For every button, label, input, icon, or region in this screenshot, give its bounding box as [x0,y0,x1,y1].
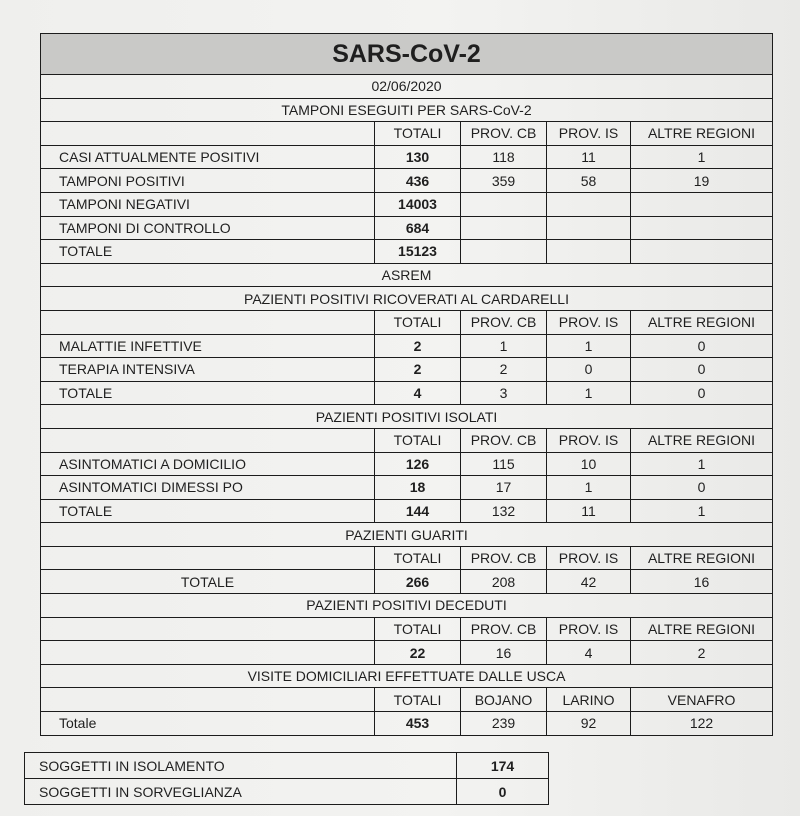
totali-cell: 22 [375,641,461,665]
table-row [41,570,773,594]
soggetti-table [24,752,549,805]
section-row [41,523,773,547]
column-header: PROV. IS [547,310,631,334]
column-header: TOTALI [375,122,461,146]
empty-cell [41,641,375,665]
table-row [25,779,549,805]
prov-is-cell: 10 [547,452,631,476]
column-header: PROV. CB [461,310,547,334]
prov-cb-cell: 17 [461,476,547,500]
column-header: TOTALI [375,688,461,712]
report-title: SARS-CoV-2 [41,34,773,75]
row-label: MALATTIE INFETTIVE [41,334,375,358]
column-header: TOTALI [375,546,461,570]
prov-is-cell: 11 [547,499,631,523]
prov-cb-cell: 2 [461,358,547,382]
soggetti-value: 174 [457,753,549,779]
section-heading-ricoverati: PAZIENTI POSITIVI RICOVERATI AL CARDARELLI [41,287,773,311]
empty-cell [41,688,375,712]
section-heading-isolati: PAZIENTI POSITIVI ISOLATI [41,405,773,429]
prov-is-cell: 1 [547,381,631,405]
column-header: TOTALI [375,617,461,641]
totali-cell: 436 [375,169,461,193]
prov-is-cell: 0 [547,358,631,382]
empty-cell [461,240,547,264]
section-heading-guariti: PAZIENTI GUARITI [41,523,773,547]
bojano-cell: 239 [461,712,547,736]
prov-is-cell: 4 [547,641,631,665]
empty-cell [547,192,631,216]
prov-cb-cell: 115 [461,452,547,476]
column-header: PROV. CB [461,617,547,641]
column-header-row [41,546,773,570]
row-label: ASINTOMATICI A DOMICILIO [41,452,375,476]
column-header: PROV. IS [547,546,631,570]
totali-cell: 130 [375,145,461,169]
totali-cell: 15123 [375,240,461,264]
table-row [41,712,773,736]
prov-is-cell: 58 [547,169,631,193]
row-label: TOTALE [41,381,375,405]
row-label: TAMPONI POSITIVI [41,169,375,193]
empty-cell [631,216,773,240]
empty-cell [547,240,631,264]
table-row [41,358,773,382]
empty-cell [461,216,547,240]
section-heading-deceduti: PAZIENTI POSITIVI DECEDUTI [41,594,773,618]
column-header: BOJANO [461,688,547,712]
column-header-row [41,310,773,334]
altre-regioni-cell: 1 [631,145,773,169]
table-row [41,452,773,476]
table-row [25,753,549,779]
prov-cb-cell: 118 [461,145,547,169]
table-row [41,216,773,240]
totali-cell: 4 [375,381,461,405]
prov-is-cell: 1 [547,334,631,358]
table-row [41,169,773,193]
altre-regioni-cell: 1 [631,452,773,476]
row-label: TAMPONI DI CONTROLLO [41,216,375,240]
empty-cell [41,546,375,570]
column-header: PROV. CB [461,122,547,146]
soggetti-value: 0 [457,779,549,805]
prov-is-cell: 42 [547,570,631,594]
section-row [41,405,773,429]
column-header: ALTRE REGIONI [631,122,773,146]
prov-cb-cell: 132 [461,499,547,523]
table-row [41,641,773,665]
section-row [41,664,773,688]
column-header-row [41,617,773,641]
column-header-row [41,428,773,452]
section-row [41,287,773,311]
table-row [41,334,773,358]
column-header: LARINO [547,688,631,712]
prov-cb-cell: 3 [461,381,547,405]
row-label: TOTALE [41,499,375,523]
prov-cb-cell: 359 [461,169,547,193]
altre-regioni-cell: 0 [631,381,773,405]
totali-cell: 453 [375,712,461,736]
altre-regioni-cell: 0 [631,334,773,358]
altre-regioni-cell: 0 [631,358,773,382]
column-header: ALTRE REGIONI [631,546,773,570]
column-header: VENAFRO [631,688,773,712]
row-label: ASINTOMATICI DIMESSI PO [41,476,375,500]
column-header: PROV. IS [547,122,631,146]
altre-regioni-cell: 2 [631,641,773,665]
empty-cell [547,216,631,240]
table-row [41,145,773,169]
column-header-row [41,688,773,712]
prov-cb-cell: 208 [461,570,547,594]
row-label: TOTALE [41,240,375,264]
row-label: TAMPONI NEGATIVI [41,192,375,216]
section-heading-tamponi: TAMPONI ESEGUITI PER SARS-CoV-2 [41,98,773,122]
column-header: PROV. CB [461,428,547,452]
section-row [41,263,773,287]
section-heading-visite: VISITE DOMICILIARI EFFETTUATE DALLE USCA [41,664,773,688]
totali-cell: 18 [375,476,461,500]
prov-is-cell: 11 [547,145,631,169]
column-header: TOTALI [375,310,461,334]
row-label: TOTALE [41,570,375,594]
column-header: TOTALI [375,428,461,452]
column-header: PROV. IS [547,617,631,641]
totali-cell: 126 [375,452,461,476]
totali-cell: 144 [375,499,461,523]
empty-cell [41,310,375,334]
empty-cell [631,240,773,264]
altre-regioni-cell: 19 [631,169,773,193]
report-date: 02/06/2020 [41,75,773,99]
column-header: ALTRE REGIONI [631,617,773,641]
altre-regioni-cell: 1 [631,499,773,523]
soggetti-label: SOGGETTI IN ISOLAMENTO [25,753,457,779]
column-header-row [41,122,773,146]
altre-regioni-cell: 16 [631,570,773,594]
prov-cb-cell: 1 [461,334,547,358]
column-header: ALTRE REGIONI [631,428,773,452]
empty-cell [631,192,773,216]
section-heading-asrem: ASREM [41,263,773,287]
larino-cell: 92 [547,712,631,736]
date-row [41,75,773,99]
table-row [41,240,773,264]
totali-cell: 2 [375,334,461,358]
empty-cell [41,428,375,452]
column-header: PROV. CB [461,546,547,570]
empty-cell [41,617,375,641]
soggetti-label: SOGGETTI IN SORVEGLIANZA [25,779,457,805]
totali-cell: 266 [375,570,461,594]
section-row [41,594,773,618]
empty-cell [461,192,547,216]
table-row [41,192,773,216]
column-header: ALTRE REGIONI [631,310,773,334]
prov-is-cell: 1 [547,476,631,500]
row-label: CASI ATTUALMENTE POSITIVI [41,145,375,169]
column-header: PROV. IS [547,428,631,452]
table-row [41,476,773,500]
row-label: Totale [41,712,375,736]
altre-regioni-cell: 0 [631,476,773,500]
prov-cb-cell: 16 [461,641,547,665]
totali-cell: 14003 [375,192,461,216]
table-row [41,381,773,405]
section-row [41,98,773,122]
empty-cell [41,122,375,146]
totali-cell: 2 [375,358,461,382]
title-row [41,34,773,75]
table-row [41,499,773,523]
totali-cell: 684 [375,216,461,240]
venafro-cell: 122 [631,712,773,736]
covid-report-table [40,33,773,736]
row-label: TERAPIA INTENSIVA [41,358,375,382]
